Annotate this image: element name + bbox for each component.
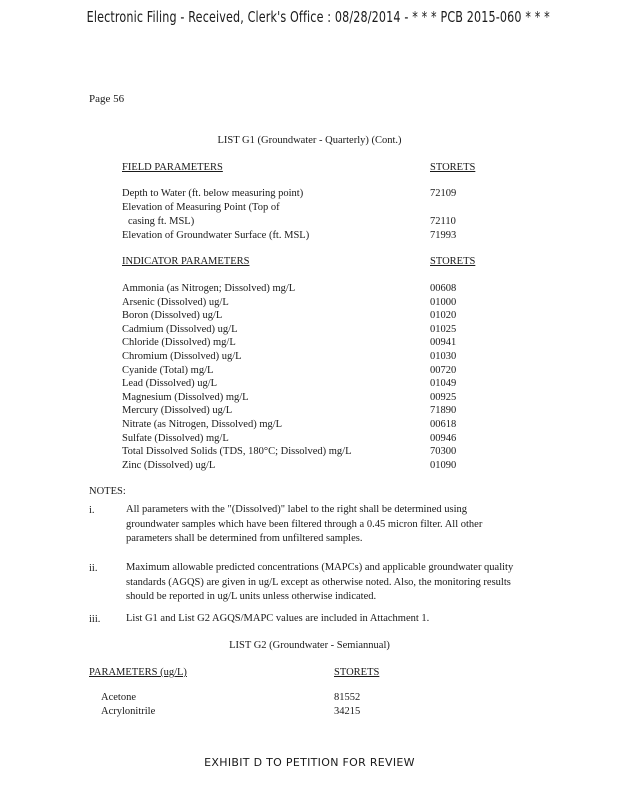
indicator-param-name: Sulfate (Dissolved) mg/L (122, 432, 229, 444)
note-number: iii. (89, 614, 101, 625)
indicator-param-name: Chloride (Dissolved) mg/L (122, 337, 236, 349)
indicator-param-name: Mercury (Dissolved) ug/L (122, 405, 233, 417)
indicator-param-name: Magnesium (Dissolved) mg/L (122, 391, 249, 403)
field-storets-heading: STORETS (430, 162, 476, 173)
field-storet-code: 71993 (430, 230, 457, 241)
field-storet-code: 72110 (430, 216, 456, 227)
indicator-storet-code: 70300 (430, 446, 457, 458)
indicator-param-name: Cadmium (Dissolved) ug/L (122, 323, 238, 335)
indicator-storet-code: 00946 (430, 432, 457, 444)
indicator-storet-code: 00925 (430, 391, 457, 403)
notes-label: NOTES: (89, 486, 126, 497)
indicator-param-name: Boron (Dissolved) ug/L (122, 310, 223, 322)
indicator-storet-code: 00941 (430, 337, 457, 349)
note-number: ii. (89, 563, 98, 574)
g2-storets-heading: STORETS (334, 667, 380, 678)
note-text: Maximum allowable predicted concentrations (MAPCs) and applicable groundwater quality standards (AGQS) are given in ug/L except as otherwise noted. Also, the monitoring results should be reported in ug/L units unless otherwise indicated. (126, 562, 514, 602)
indicator-storet-code: 00618 (430, 419, 457, 430)
indicator-storet-code: 01000 (430, 296, 457, 308)
exhibit-footer: EXHIBIT D TO PETITION FOR REVIEW (204, 756, 415, 769)
indicator-param-name: Nitrate (as Nitrogen, Dissolved) mg/L (122, 419, 283, 430)
field-storet-code: 72109 (430, 188, 457, 199)
filing-header: Electronic Filing - Received, Clerk's Office : 08/28/2014 - * * * PCB 2015-060 * * * (86, 8, 550, 26)
indicator-storet-code: 01030 (430, 351, 457, 362)
indicator-storets-heading: STORETS (430, 256, 476, 267)
page-number: Page 56 (89, 93, 125, 105)
indicator-param-name: Cyanide (Total) mg/L (122, 364, 214, 376)
indicator-storet-code: 01090 (430, 459, 457, 471)
indicator-storet-code: 01020 (430, 310, 457, 322)
field-param-row: Elevation of Measuring Point (Top of (122, 202, 280, 213)
indicator-parameters-heading: INDICATOR PARAMETERS (122, 256, 250, 267)
field-param-row: Elevation of Groundwater Surface (ft. MSL) (122, 230, 310, 241)
indicator-storet-code: 71890 (430, 405, 457, 417)
g2-parameters-heading: PARAMETERS (ug/L) (89, 667, 187, 678)
list-g1-title: LIST G1 (Groundwater - Quarterly) (Cont.) (217, 135, 402, 146)
indicator-storet-code: 00720 (430, 364, 457, 376)
field-parameters-heading: FIELD PARAMETERS (122, 162, 223, 173)
indicator-param-name: Arsenic (Dissolved) ug/L (122, 296, 229, 308)
list-g2-title: LIST G2 (Groundwater - Semiannual) (229, 640, 390, 651)
g2-storet-code: 81552 (334, 692, 361, 703)
note-text: All parameters with the "(Dissolved)" label to the right shall be determined using groundwater samples which have been filtered through a 0.45 micron filter. All other parameters shall be determined from unfiltered samples. (126, 504, 483, 544)
note-number: i. (89, 505, 95, 516)
indicator-param-name: Chromium (Dissolved) ug/L (122, 351, 242, 362)
indicator-param-name: Ammonia (as Nitrogen; Dissolved) mg/L (122, 283, 296, 294)
g2-param-name: Acrylonitrile (101, 706, 156, 717)
indicator-storet-code: 01049 (430, 378, 457, 390)
field-param-row-cont: casing ft. MSL) (128, 216, 195, 227)
note-text: List G1 and List G2 AGQS/MAPC values are included in Attachment 1. (126, 613, 430, 624)
g2-storet-code: 34215 (334, 706, 361, 717)
indicator-param-name: Zinc (Dissolved) ug/L (122, 459, 216, 471)
g2-param-name: Acetone (101, 692, 136, 703)
indicator-param-name: Lead (Dissolved) ug/L (122, 378, 218, 390)
indicator-storet-code: 00608 (430, 283, 457, 294)
indicator-param-name: Total Dissolved Solids (TDS, 180°C; Dissolved) mg/L (122, 446, 352, 458)
field-param-row: Depth to Water (ft. below measuring point) (122, 188, 304, 199)
indicator-storet-code: 01025 (430, 323, 457, 335)
